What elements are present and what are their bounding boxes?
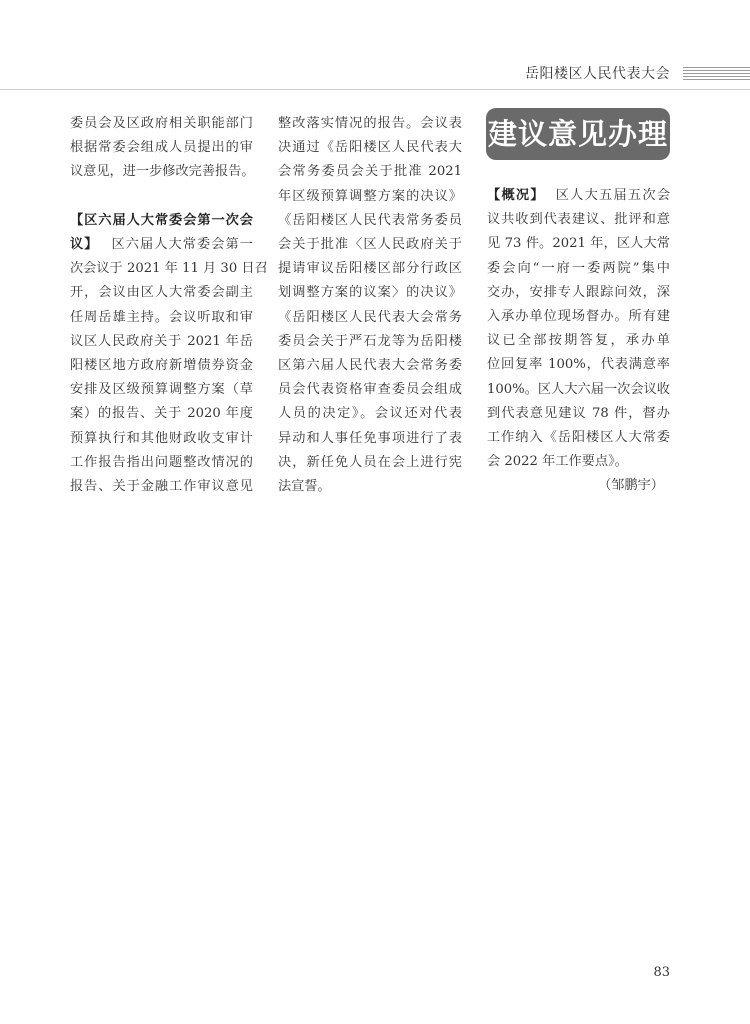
text-column-2 xyxy=(278,112,462,499)
text-line: 年区级预算调整方案的决议》 xyxy=(278,188,462,204)
text-fragment: 区六届人大常委会第一 xyxy=(111,237,253,252)
paragraph-label: 【概况】 xyxy=(487,188,545,203)
text-line: 法宣誓。 xyxy=(278,479,331,495)
text-line: 任周岳雄主持。会议听取和审 xyxy=(70,309,253,325)
text-line: 区第六届人民代表大会常务委 xyxy=(278,358,462,374)
text-column-3 xyxy=(487,184,670,499)
text-line: 提请审议岳阳楼区部分行政区 xyxy=(278,261,462,277)
text-line: 委员会关于严石龙等为岳阳楼 xyxy=(278,333,462,349)
text-line: 次会议于 2021 年 11 月 30 日召 xyxy=(70,261,268,277)
text-line: 整改落实情况的报告。会议表 xyxy=(278,116,462,131)
text-line: 100%。区人大六届一次会议收 xyxy=(487,381,670,397)
text-line: 见 73 件。2021 年，区人大常 xyxy=(487,236,670,252)
running-header-title: 岳阳楼区人民代表大会 xyxy=(525,66,670,82)
text-fragment: 区人大五届五次会 xyxy=(555,188,671,203)
text-line: 议已全部按期答复，承办单 xyxy=(487,333,670,349)
text-line: 划调整方案的议案〉的决议》 xyxy=(278,285,462,301)
text-line: 交办，安排专人跟踪问效，深 xyxy=(487,284,670,300)
text-line xyxy=(487,184,670,208)
text-line: 预算执行和其他财政收支审计 xyxy=(70,430,253,446)
text-line: 议区人民政府关于 2021 年岳 xyxy=(70,333,253,349)
text-line: 会 2022 年工作要点》。 xyxy=(487,454,628,470)
text-line: 决通过《岳阳楼区人民代表大 xyxy=(278,140,462,156)
header-decorative-rules xyxy=(683,67,750,82)
text-line: 安排及区级预算调整方案（草 xyxy=(70,382,253,398)
paragraph-gap xyxy=(70,185,253,209)
text-line: 工作报告指出问题整改情况的 xyxy=(70,454,253,470)
section-heading: 建议意见办理 xyxy=(486,108,670,160)
subheading-line: 【区六届人大常委会第一次会 xyxy=(70,212,253,228)
text-line: 案）的报告、关于 2020 年度 xyxy=(70,406,253,422)
text-line: 到代表意见建议 78 件，督办 xyxy=(487,405,670,421)
text-line: 议意见，进一步修改完善报告。 xyxy=(70,164,255,180)
text-line: 工作纳入《岳阳楼区人大常委 xyxy=(487,430,670,446)
text-line: 异动和人事任免事项进行了表 xyxy=(278,430,462,446)
text-line: 《岳阳楼区人民代表大会常务 xyxy=(278,309,462,325)
text-line: 会常务委员会关于批准 2021 xyxy=(278,164,462,180)
text-line: 员会代表资格审查委员会组成 xyxy=(278,382,462,398)
subheading-tail: 议】 xyxy=(70,237,92,252)
text-line: 报告、关于金融工作审议意见 xyxy=(70,479,253,495)
text-line: 入承办单位现场督办。所有建 xyxy=(487,309,670,325)
text-line: 阳楼区地方政府新增债券资金 xyxy=(70,358,253,374)
page-number: 83 xyxy=(653,965,670,980)
text-line: 根据常委会组成人员提出的审 xyxy=(70,140,253,156)
text-line: 位回复率 100%，代表满意率 xyxy=(487,357,670,373)
text-line: 会关于批准〈区人民政府关于 xyxy=(278,237,462,253)
text-line: 决，新任免人员在会上进行宪 xyxy=(278,454,462,470)
header-divider xyxy=(0,89,750,90)
text-line xyxy=(70,233,253,257)
author-credit: （邹鹏宇） xyxy=(598,478,664,494)
text-line: 委会向“一府一委两院”集中 xyxy=(487,260,670,276)
text-line: 人员的决定》。会议还对代表 xyxy=(278,406,462,422)
text-line: 《岳阳楼区人民代表常务委员 xyxy=(278,212,462,228)
text-line: 开，会议由区人大常委会副主 xyxy=(70,285,253,301)
text-column-1 xyxy=(70,112,268,499)
text-line: 议共收到代表建议、批评和意 xyxy=(487,212,670,228)
text-line: 委员会及区政府相关职能部门 xyxy=(70,116,253,131)
